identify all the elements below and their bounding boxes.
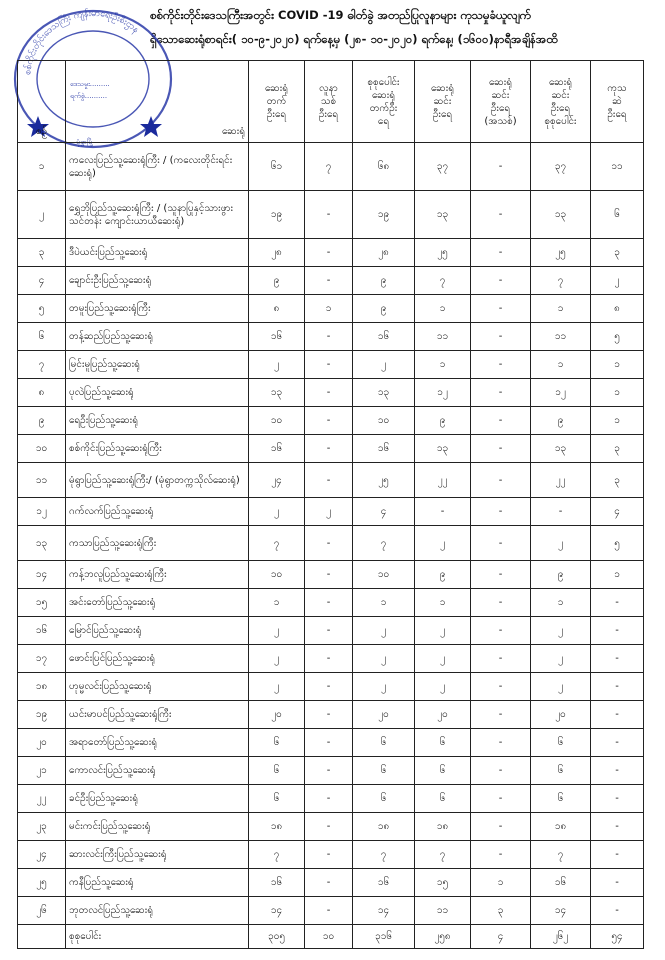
- row-value-col7: ၁: [591, 407, 644, 435]
- row-serial: ၂: [18, 191, 66, 239]
- row-value-col3: ၁၃: [353, 379, 415, 407]
- row-value-col3: ၁: [353, 589, 415, 617]
- row-value-col6: ၉: [531, 561, 591, 589]
- row-value-col4: ၂: [415, 617, 471, 645]
- row-value-col7: -: [591, 589, 644, 617]
- row-value-col5: -: [471, 785, 531, 813]
- header-total-admitted: စုစုပေါင်း ဆေးရုံ တက်ဦး ရေ: [353, 61, 415, 143]
- header-discharged-total: ဆေးရုံ ဆင်း ဦးရေ စုစုပေါင်း: [531, 61, 591, 143]
- row-serial: ၂၅: [18, 869, 66, 897]
- row-value-col5: -: [471, 526, 531, 561]
- row-serial: ၁၁: [18, 463, 66, 498]
- row-value-col5: -: [471, 267, 531, 295]
- row-value-col5: -: [471, 841, 531, 869]
- row-value-col3: ၆၈: [353, 143, 415, 191]
- row-value-col7: -: [591, 869, 644, 897]
- row-serial: ၁၈: [18, 673, 66, 701]
- row-value-col5: -: [471, 561, 531, 589]
- row-value-col4: ၉: [415, 561, 471, 589]
- row-value-col1: ၁၆: [249, 869, 305, 897]
- row-value-col5: -: [471, 757, 531, 785]
- row-value-col2: -: [305, 729, 353, 757]
- row-value-col4: ၂၅: [415, 239, 471, 267]
- row-value-col4: ၇: [415, 267, 471, 295]
- row-value-col4: ၂: [415, 526, 471, 561]
- row-value-col2: -: [305, 869, 353, 897]
- row-value-col7: -: [591, 897, 644, 925]
- row-value-col1: ၁၃: [249, 379, 305, 407]
- row-value-col2: -: [305, 701, 353, 729]
- row-value-col5: -: [471, 351, 531, 379]
- total-value-col3: ၃၁၆: [353, 925, 415, 949]
- row-value-col7: ၁: [591, 351, 644, 379]
- row-value-col3: ၁၉: [353, 191, 415, 239]
- row-value-col1: ၈: [249, 295, 305, 323]
- row-value-col4: ၁: [415, 295, 471, 323]
- row-value-col3: ၁၆: [353, 435, 415, 463]
- row-value-col3: ၆: [353, 785, 415, 813]
- row-serial: ၅: [18, 295, 66, 323]
- row-value-col4: ၁၈: [415, 813, 471, 841]
- row-value-col6: ၂၅: [531, 239, 591, 267]
- row-value-col6: ၂၀: [531, 701, 591, 729]
- row-value-col4: ၁၃: [415, 435, 471, 463]
- row-value-col2: -: [305, 589, 353, 617]
- row-value-col1: ၂: [249, 617, 305, 645]
- row-serial: ၂၆: [18, 897, 66, 925]
- row-value-col6: ၂: [531, 645, 591, 673]
- row-value-col3: ၂: [353, 617, 415, 645]
- total-empty-cell: [18, 925, 66, 949]
- row-serial: ၁၀: [18, 435, 66, 463]
- row-value-col5: -: [471, 463, 531, 498]
- table-row: [18, 645, 644, 673]
- row-hospital-name: ကန့်ဘလူပြည်သူ့ဆေးရုံကြီး: [66, 561, 249, 589]
- row-value-col4: ၆: [415, 757, 471, 785]
- row-value-col7: -: [591, 617, 644, 645]
- total-label: စုစုပေါင်း: [66, 925, 249, 949]
- row-value-col1: ၁၄: [249, 897, 305, 925]
- row-value-col3: ၂၅: [353, 463, 415, 498]
- row-value-col4: ၁၂: [415, 379, 471, 407]
- row-value-col6: ၇: [531, 267, 591, 295]
- table-row: [18, 323, 644, 351]
- row-value-col5: -: [471, 498, 531, 526]
- table-row: [18, 757, 644, 785]
- table-row: [18, 143, 644, 191]
- row-value-col1: ၂: [249, 351, 305, 379]
- row-value-col3: ၇: [353, 526, 415, 561]
- row-value-col7: -: [591, 841, 644, 869]
- table-row: [18, 351, 644, 379]
- table-row: [18, 435, 644, 463]
- table-row: [18, 498, 644, 526]
- row-serial: ၂၄: [18, 841, 66, 869]
- row-hospital-name: ကောလင်းပြည်သူ့ဆေးရုံ: [66, 757, 249, 785]
- row-value-col7: -: [591, 813, 644, 841]
- row-value-col3: ၁၆: [353, 869, 415, 897]
- stamp-line-1: ဒေသမှုး.........: [70, 80, 110, 88]
- row-value-col7: ၃: [591, 463, 644, 498]
- row-value-col3: ၇: [353, 841, 415, 869]
- row-value-col4: ၁၃: [415, 191, 471, 239]
- row-value-col1: ၇: [249, 841, 305, 869]
- row-value-col6: ၆: [531, 785, 591, 813]
- row-value-col1: ၂: [249, 498, 305, 526]
- row-hospital-name: အရာတော်ပြည်သူ့ဆေးရုံ: [66, 729, 249, 757]
- row-value-col3: ၂: [353, 645, 415, 673]
- row-value-col7: ၃: [591, 239, 644, 267]
- row-value-col7: ၃: [591, 435, 644, 463]
- row-value-col6: -: [531, 498, 591, 526]
- row-value-col1: ၂၀: [249, 701, 305, 729]
- row-value-col2: -: [305, 239, 353, 267]
- covid-hospital-table: [17, 60, 644, 949]
- row-value-col5: -: [471, 295, 531, 323]
- row-hospital-name: ဆားလင်းကြီးပြည်သူ့ဆေးရုံ: [66, 841, 249, 869]
- row-value-col5: ၃: [471, 897, 531, 925]
- row-value-col6: ၂: [531, 526, 591, 561]
- row-hospital-name: ဖောင်းပြင်ပြည်သူ့ဆေးရုံ: [66, 645, 249, 673]
- row-value-col7: ၂: [591, 267, 644, 295]
- table-row: [18, 673, 644, 701]
- row-value-col4: ၃၇: [415, 143, 471, 191]
- row-value-col3: ၆: [353, 757, 415, 785]
- row-serial: ၈: [18, 379, 66, 407]
- row-value-col1: ၁၉: [249, 191, 305, 239]
- row-value-col1: ၁၆: [249, 323, 305, 351]
- row-value-col4: ၂၀: [415, 701, 471, 729]
- table-row: [18, 526, 644, 561]
- row-value-col5: -: [471, 407, 531, 435]
- row-value-col6: ၁၆: [531, 869, 591, 897]
- row-value-col2: -: [305, 813, 353, 841]
- row-value-col6: ၆: [531, 729, 591, 757]
- table-row: [18, 295, 644, 323]
- row-hospital-name: ဟုမ္မလင်းပြည်သူ့ဆေးရုံ: [66, 673, 249, 701]
- row-value-col1: ၂: [249, 673, 305, 701]
- header-under-treatment: ကုသ ဆဲ ဦးရေ: [591, 61, 644, 143]
- header-hospital: ဆေးရုံ: [66, 61, 249, 143]
- header-row: [18, 61, 644, 143]
- row-hospital-name: တန့်ဆည်ပြည်သူ့ဆေးရုံ: [66, 323, 249, 351]
- row-value-col2: -: [305, 267, 353, 295]
- header-admitted: ဆေးရုံ တက် ဦးရေ: [249, 61, 305, 143]
- row-value-col6: ၁: [531, 351, 591, 379]
- row-value-col7: -: [591, 673, 644, 701]
- row-value-col7: -: [591, 785, 644, 813]
- row-value-col3: ၂: [353, 673, 415, 701]
- row-value-col2: -: [305, 463, 353, 498]
- row-hospital-name: တမူးပြည်သူ့ဆေးရုံကြီး: [66, 295, 249, 323]
- row-hospital-name: မုံရွာပြည်သူ့ဆေးရုံကြီး/ (မုံရွာတက္ကသိုလ်ဆေးရုံ): [66, 463, 249, 498]
- row-value-col7: -: [591, 729, 644, 757]
- row-value-col2: -: [305, 785, 353, 813]
- row-value-col4: -: [415, 498, 471, 526]
- title-line-1: စစ်ကိုင်းတိုင်းဒေသကြီးအတွင်း COVID -19 ဓါတ်ခွဲ အတည်ပြုလူနာများ ကုသမှုခံယူလျက်: [150, 8, 531, 22]
- row-serial: ၁၄: [18, 561, 66, 589]
- row-hospital-name: ကလေးပြည်သူ့ဆေးရုံကြီး / (ကလေးတိုင်းရင်းဆေးရုံ): [66, 143, 249, 191]
- row-value-col6: ၁၂: [531, 379, 591, 407]
- table-row: [18, 729, 644, 757]
- row-value-col4: ၂: [415, 645, 471, 673]
- row-serial: ၁၆: [18, 617, 66, 645]
- row-hospital-name: ဘုတလင်ပြည်သူ့ဆေးရုံ: [66, 897, 249, 925]
- row-value-col2: -: [305, 617, 353, 645]
- row-hospital-name: ခင်ဦးပြည်သူ့ဆေးရုံ: [66, 785, 249, 813]
- row-serial: ၂၁: [18, 757, 66, 785]
- row-serial: ၁၃: [18, 526, 66, 561]
- row-hospital-name: ရွှေဘိုပြည်သူ့ဆေးရုံကြီး / (သူနာပြုနှင့်သားဖွားသင်တန်း ကျောင်းယာယီဆေးရုံ): [66, 191, 249, 239]
- row-serial: ၂၃: [18, 813, 66, 841]
- header-discharged: ဆေးရုံ ဆင်း ဦးရေ: [415, 61, 471, 143]
- row-value-col1: ၂: [249, 645, 305, 673]
- row-value-col7: ၁၁: [591, 143, 644, 191]
- row-value-col5: -: [471, 673, 531, 701]
- row-value-col6: ၉: [531, 407, 591, 435]
- row-value-col4: ၆: [415, 785, 471, 813]
- row-value-col1: ၁၀: [249, 407, 305, 435]
- row-value-col3: ၁၈: [353, 813, 415, 841]
- table-row: [18, 589, 644, 617]
- row-serial: ၉: [18, 407, 66, 435]
- table-row: [18, 617, 644, 645]
- row-value-col2: ၇: [305, 143, 353, 191]
- row-value-col3: ၁၀: [353, 561, 415, 589]
- row-hospital-name: ဒီပဲယင်းပြည်သူ့ဆေးရုံ: [66, 239, 249, 267]
- row-value-col2: ၂: [305, 498, 353, 526]
- row-value-col3: ၉: [353, 267, 415, 295]
- row-value-col3: ၄: [353, 498, 415, 526]
- row-value-col2: -: [305, 897, 353, 925]
- row-value-col4: ၉: [415, 407, 471, 435]
- row-hospital-name: ပုလဲပြည်သူ့ဆေးရုံ: [66, 379, 249, 407]
- row-value-col5: -: [471, 645, 531, 673]
- table-row: [18, 813, 644, 841]
- row-value-col4: ၁၁: [415, 323, 471, 351]
- table-row: [18, 701, 644, 729]
- row-serial: ၁၉: [18, 701, 66, 729]
- row-value-col1: ၆၁: [249, 143, 305, 191]
- row-value-col7: ၆: [591, 191, 644, 239]
- row-value-col6: ၃၇: [531, 143, 591, 191]
- row-value-col1: ၁၆: [249, 435, 305, 463]
- row-value-col6: ၁: [531, 295, 591, 323]
- row-value-col3: ၁၆: [353, 323, 415, 351]
- row-value-col3: ၂၀: [353, 701, 415, 729]
- row-value-col5: -: [471, 379, 531, 407]
- row-value-col4: ၂၂: [415, 463, 471, 498]
- table-row: [18, 191, 644, 239]
- row-value-col1: ၆: [249, 785, 305, 813]
- row-hospital-name: ကနီပြည်သူ့ဆေးရုံ: [66, 869, 249, 897]
- stamp-line-3: မုံရွာမြို့: [76, 138, 94, 146]
- row-value-col2: -: [305, 191, 353, 239]
- row-value-col4: ၁၅: [415, 869, 471, 897]
- row-value-col5: -: [471, 813, 531, 841]
- row-value-col4: ၁: [415, 351, 471, 379]
- row-value-col3: ၉: [353, 295, 415, 323]
- total-value-col1: ၃၀၅: [249, 925, 305, 949]
- row-value-col5: -: [471, 239, 531, 267]
- row-serial: ၁၅: [18, 589, 66, 617]
- table-row: [18, 379, 644, 407]
- row-value-col6: ၂: [531, 673, 591, 701]
- row-value-col2: -: [305, 323, 353, 351]
- row-hospital-name: ယင်းမာပင်ပြည်သူ့ဆေးရုံကြီး: [66, 701, 249, 729]
- table-row: [18, 897, 644, 925]
- row-value-col7: ၁: [591, 561, 644, 589]
- table-row: [18, 561, 644, 589]
- row-value-col3: ၆: [353, 729, 415, 757]
- total-value-col4: ၂၅၈: [415, 925, 471, 949]
- stamp-line-2: ရက်စွဲ..........: [70, 92, 108, 100]
- row-value-col4: ၁: [415, 589, 471, 617]
- row-value-col2: -: [305, 757, 353, 785]
- row-value-col5: -: [471, 323, 531, 351]
- row-hospital-name: ချောင်းဦးပြည်သူ့ဆေးရုံ: [66, 267, 249, 295]
- total-value-col2: ၁၀: [305, 925, 353, 949]
- row-value-col6: ၁၃: [531, 435, 591, 463]
- total-value-col7: ၅၄: [591, 925, 644, 949]
- row-value-col2: -: [305, 407, 353, 435]
- row-value-col5: -: [471, 589, 531, 617]
- table-row: [18, 785, 644, 813]
- row-value-col7: -: [591, 645, 644, 673]
- row-value-col6: ၂: [531, 617, 591, 645]
- table-row: [18, 239, 644, 267]
- row-value-col7: ၅: [591, 323, 644, 351]
- row-value-col5: -: [471, 435, 531, 463]
- row-value-col5: ၁: [471, 869, 531, 897]
- row-value-col1: ၆: [249, 729, 305, 757]
- row-value-col5: -: [471, 617, 531, 645]
- row-serial: ၇: [18, 351, 66, 379]
- table-row: [18, 841, 644, 869]
- row-value-col6: ၁၃: [531, 191, 591, 239]
- row-value-col3: ၂: [353, 351, 415, 379]
- row-value-col6: ၇: [531, 841, 591, 869]
- table-row: [18, 869, 644, 897]
- stamp-ring-text: စစ်ကိုင်းတိုင်းဒေသကြီး ကျန်းမာရေးဦးစီးဌာန: [23, 8, 141, 76]
- row-serial: ၂၀: [18, 729, 66, 757]
- row-value-col3: ၁၀: [353, 407, 415, 435]
- row-hospital-name: မြောင်ပြည်သူ့ဆေးရုံ: [66, 617, 249, 645]
- row-hospital-name: ကသာပြည်သူ့ဆေးရုံကြီး: [66, 526, 249, 561]
- row-serial: ၁၇: [18, 645, 66, 673]
- row-value-col1: ၂၄: [249, 463, 305, 498]
- row-value-col7: ၅: [591, 526, 644, 561]
- row-value-col2: -: [305, 673, 353, 701]
- row-value-col1: ၉: [249, 267, 305, 295]
- row-serial: ၁၂: [18, 498, 66, 526]
- row-value-col7: -: [591, 757, 644, 785]
- row-hospital-name: ရေဦးပြည်သူ့ဆေးရုံ: [66, 407, 249, 435]
- row-value-col2: -: [305, 526, 353, 561]
- row-value-col5: -: [471, 143, 531, 191]
- row-value-col1: ၁၈: [249, 813, 305, 841]
- row-hospital-name: ဂက်လက်ပြည်သူ့ဆေးရုံ: [66, 498, 249, 526]
- row-value-col6: ၆: [531, 757, 591, 785]
- table-row: [18, 463, 644, 498]
- row-value-col7: -: [591, 701, 644, 729]
- row-value-col7: ၁: [591, 379, 644, 407]
- total-value-col6: ၂၆၂: [531, 925, 591, 949]
- header-sn: စဉ်: [18, 61, 66, 143]
- row-value-col6: ၂၂: [531, 463, 591, 498]
- row-value-col1: ၆: [249, 757, 305, 785]
- title-line-2: ရှိသောဆေးရုံစာရင်း( ၁၀-၉-၂၀၂၀) ရက်နေ့မှ (၂၈- ၁၀-၂၀၂၀) ရက်နေ့၊ (၁၆၀၀)နာရီအချိန်အထိ: [150, 32, 558, 46]
- row-value-col7: ၈: [591, 295, 644, 323]
- row-value-col5: -: [471, 701, 531, 729]
- row-serial: ၆: [18, 323, 66, 351]
- row-value-col4: ၆: [415, 729, 471, 757]
- row-value-col6: ၁: [531, 589, 591, 617]
- row-value-col2: -: [305, 379, 353, 407]
- row-value-col1: ၇: [249, 526, 305, 561]
- row-hospital-name: မြင်းမူပြည်သူ့ဆေးရုံ: [66, 351, 249, 379]
- header-discharged-new: ဆေးရုံ ဆင်း ဦးရေ (အသစ်): [471, 61, 531, 143]
- row-value-col3: ၂၈: [353, 239, 415, 267]
- total-value-col5: ၄: [471, 925, 531, 949]
- row-value-col1: ၁: [249, 589, 305, 617]
- row-value-col2: -: [305, 645, 353, 673]
- row-hospital-name: အင်းတော်ပြည်သူ့ဆေးရုံ: [66, 589, 249, 617]
- row-value-col5: -: [471, 729, 531, 757]
- row-value-col4: ၂: [415, 673, 471, 701]
- row-value-col2: ၁: [305, 295, 353, 323]
- row-value-col2: -: [305, 435, 353, 463]
- row-value-col1: ၁၀: [249, 561, 305, 589]
- table-row: [18, 407, 644, 435]
- row-value-col2: -: [305, 561, 353, 589]
- row-value-col6: ၁၁: [531, 323, 591, 351]
- row-serial: ၁: [18, 143, 66, 191]
- row-value-col2: -: [305, 841, 353, 869]
- row-value-col3: ၁၄: [353, 897, 415, 925]
- row-value-col4: ၇: [415, 841, 471, 869]
- row-hospital-name: မင်းကင်းပြည်သူ့ဆေးရုံ: [66, 813, 249, 841]
- row-value-col5: -: [471, 191, 531, 239]
- row-value-col7: ၄: [591, 498, 644, 526]
- total-row: [18, 925, 644, 949]
- row-value-col6: ၁၄: [531, 897, 591, 925]
- row-value-col4: ၁၁: [415, 897, 471, 925]
- row-value-col2: -: [305, 351, 353, 379]
- header-new-patients: လူနာ သစ် ဦးရေ: [305, 61, 353, 143]
- row-serial: ၄: [18, 267, 66, 295]
- row-value-col1: ၂၈: [249, 239, 305, 267]
- table-row: [18, 267, 644, 295]
- row-serial: ၂၂: [18, 785, 66, 813]
- row-value-col6: ၁၈: [531, 813, 591, 841]
- row-serial: ၃: [18, 239, 66, 267]
- row-hospital-name: စစ်ကိုင်းပြည်သူ့ဆေးရုံကြီး: [66, 435, 249, 463]
